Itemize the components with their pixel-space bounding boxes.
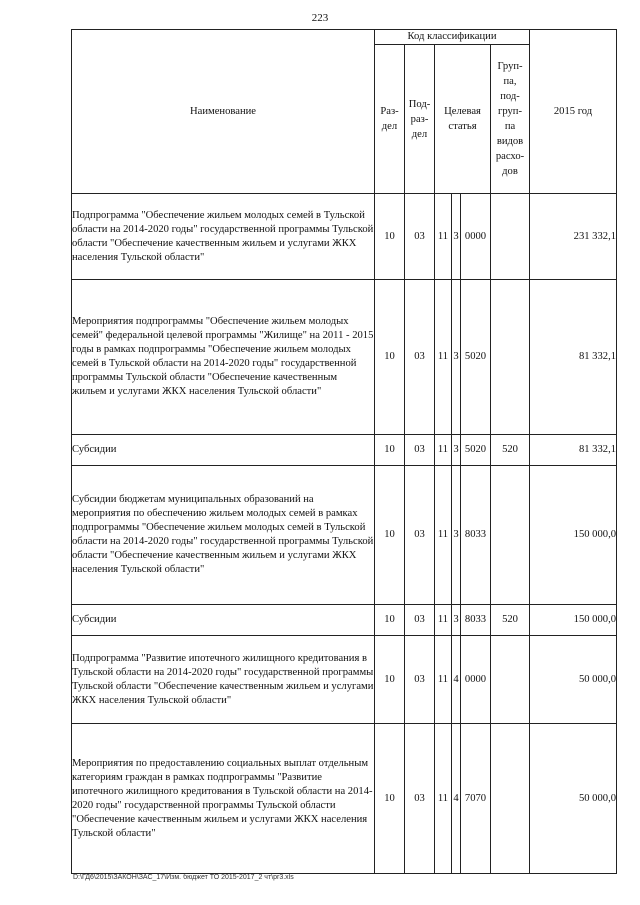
row-target-article-part1: 11 [435,194,452,280]
row-name: Субсидии [72,605,375,636]
row-target-article-part2: 3 [452,605,461,636]
header-year: 2015 год [530,30,617,194]
header-target-article: Целевая статья [435,45,491,194]
row-amount: 50 000,0 [530,636,617,724]
row-name: Субсидии бюджетам муниципальных образований на мероприятия по обеспечению жильем молодых семей в рамках подпрограммы "Обеспечение жильем молодых семей в Тульской области на 2014-2020 годы" государственной программы Тульской области "Обеспечение качественным жильем и услугами ЖКХ населения Тульской области" [72,466,375,605]
row-podrazdel: 03 [405,466,435,605]
table-row [72,435,617,466]
row-amount: 81 332,1 [530,435,617,466]
row-expense-group [491,466,530,605]
row-podrazdel: 03 [405,194,435,280]
row-target-article-part1: 11 [435,435,452,466]
row-expense-group: 520 [491,435,530,466]
row-target-article-part2: 4 [452,636,461,724]
row-amount: 150 000,0 [530,605,617,636]
table-row [72,280,617,435]
row-target-article-part1: 11 [435,724,452,874]
row-target-article-part2: 3 [452,194,461,280]
row-expense-group [491,724,530,874]
row-amount: 50 000,0 [530,724,617,874]
row-target-article-part2: 3 [452,280,461,435]
row-target-article-part3: 8033 [461,466,491,605]
row-podrazdel: 03 [405,724,435,874]
row-razdel: 10 [375,194,405,280]
row-name: Мероприятия подпрограммы "Обеспечение жильем молодых семей" федеральной целевой программы "Жилище" на 2011 - 2015 годы в рамках подпрограммы "Обеспечение жильем молодых семей в Тульской области на 2014-2020 годы" государственной программы Тульской области "Обеспечение качественным жильем и услугами ЖКХ населения Тульской области" [72,280,375,435]
header-razdel: Раз- дел [375,45,405,194]
row-podrazdel: 03 [405,435,435,466]
header-group: Груп- па, под- груп- па видов расхо- дов [491,45,530,194]
page-number: 223 [311,12,329,24]
row-expense-group [491,194,530,280]
budget-table [71,29,617,874]
row-razdel: 10 [375,466,405,605]
table-row [72,466,617,605]
file-path-footer: D:\ГД6\2015\ЗАКОН\ЗАС_17\Изм. бюджет ТО 2015-2017_2 чт\pr3.xls [73,874,294,881]
row-razdel: 10 [375,724,405,874]
row-target-article-part3: 0000 [461,636,491,724]
table-row [72,636,617,724]
row-razdel: 10 [375,435,405,466]
row-target-article-part3: 8033 [461,605,491,636]
row-razdel: 10 [375,280,405,435]
row-podrazdel: 03 [405,280,435,435]
row-target-article-part3: 5020 [461,280,491,435]
row-expense-group [491,636,530,724]
row-name: Подпрограмма "Развитие ипотечного жилищного кредитования в Тульской области на 2014-2020 годы" государственной программы Тульской области "Обеспечение качественным жильем и услугами ЖКХ населения Тульской области" [72,636,375,724]
row-target-article-part3: 7070 [461,724,491,874]
row-razdel: 10 [375,636,405,724]
row-name: Мероприятия по предоставлению социальных выплат отдельным категориям граждан в рамках подпрограммы "Развитие ипотечного жилищного кредитования в Тульской области на 2014-2020 годы" государственной программы Тульской области "Обеспечение качественным жильем и услугами ЖКХ населения Тульской области" [72,724,375,874]
row-name: Подпрограмма "Обеспечение жильем молодых семей в Тульской области на 2014-2020 годы" государственной программы Тульской области "Обеспечение качественным жильем и услугами ЖКХ населения Тульской области" [72,194,375,280]
row-target-article-part1: 11 [435,280,452,435]
row-name: Субсидии [72,435,375,466]
table-body [72,194,617,874]
table-row [72,724,617,874]
table-row [72,605,617,636]
header-name: Наименование [72,30,375,194]
header-classification-code: Код классификации [375,30,530,45]
row-amount: 231 332,1 [530,194,617,280]
row-expense-group: 520 [491,605,530,636]
row-razdel: 10 [375,605,405,636]
row-target-article-part2: 4 [452,724,461,874]
row-target-article-part2: 3 [452,466,461,605]
row-podrazdel: 03 [405,605,435,636]
row-podrazdel: 03 [405,636,435,724]
row-target-article-part3: 0000 [461,194,491,280]
row-target-article-part1: 11 [435,605,452,636]
row-amount: 81 332,1 [530,280,617,435]
row-target-article-part2: 3 [452,435,461,466]
row-target-article-part3: 5020 [461,435,491,466]
header-podrazdel: Под- раз- дел [405,45,435,194]
row-target-article-part1: 11 [435,466,452,605]
row-expense-group [491,280,530,435]
row-amount: 150 000,0 [530,466,617,605]
table-row [72,194,617,280]
row-target-article-part1: 11 [435,636,452,724]
